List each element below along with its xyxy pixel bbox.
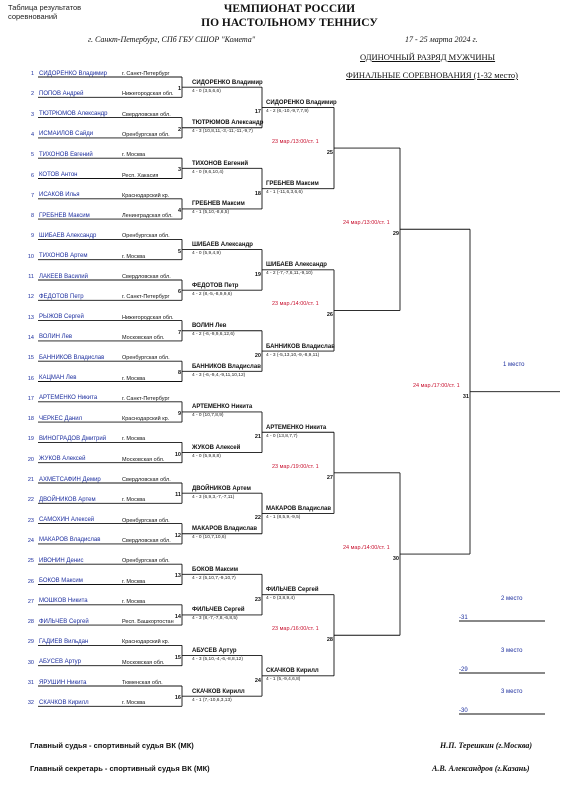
place-3a-label: 3 место: [501, 648, 523, 654]
match-number: 1: [177, 86, 181, 93]
player-name: ШИБАЕВ Александр: [39, 232, 97, 239]
event-name: ОДИНОЧНЫЙ РАЗРЯД МУЖЧИНЫ: [360, 52, 496, 62]
player-region: г. Москва: [122, 375, 146, 382]
match-score: 4 - 0 (10,7,8,9): [192, 413, 224, 419]
title-line-2: ПО НАСТОЛЬНОМУ ТЕННИСУ: [201, 17, 378, 29]
player-region: Свердловская обл.: [122, 537, 171, 544]
player-region: г. Москва: [122, 700, 146, 707]
player-name: БОКОВ Максим: [39, 578, 83, 584]
match-score: 4 - 0 (10,7,10,6): [192, 535, 227, 541]
player-name: ГАДИЕВ Вильдан: [39, 638, 89, 645]
match-score: 4 - 0 (5,9,4,9): [192, 251, 221, 257]
match-schedule: 23 мар./13:00/ст. 1: [272, 139, 319, 146]
winner-name: СИДОРЕНКО Владимир: [192, 79, 263, 86]
match-number: 16: [174, 695, 181, 702]
final-match-number: 31: [462, 393, 469, 400]
match-score: 4 - 0 (13,8,7,7): [266, 433, 298, 439]
judge-name: Н.П. Терешкин (г.Москва): [440, 741, 533, 750]
player-name: ИСАКОВ Илья: [39, 192, 80, 199]
match-number: 24: [254, 677, 261, 684]
seed-number: 27: [27, 598, 34, 605]
match-number: 9: [177, 410, 181, 417]
match-number: 5: [177, 248, 181, 255]
player-region: Нижегородская обл.: [122, 314, 174, 321]
player-region: Респ. Башкортостан: [122, 619, 174, 626]
player-name: МАКАРОВ Владислав: [39, 537, 101, 544]
player-region: Краснодарский кр.: [122, 192, 170, 199]
winner-name: ТИХОНОВ Евгений: [192, 160, 249, 167]
title-line-1: ЧЕМПИОНАТ РОССИИ: [223, 3, 356, 15]
player-name: СИДОРЕНКО Владимир: [39, 70, 107, 77]
seed-number: 26: [27, 578, 34, 585]
seed-number: 24: [27, 537, 34, 544]
match-score: 4 - 2 (-7,-7,6,11,-9,10): [266, 271, 313, 277]
seed-number: 2: [30, 91, 34, 98]
player-region: Московская обл.: [122, 334, 165, 341]
match-number: 12: [174, 532, 181, 539]
seed-number: 3: [30, 111, 34, 118]
player-name: ТИХОНОВ Евгений: [39, 151, 93, 158]
seed-number: 17: [27, 395, 34, 402]
match-number: 30: [392, 556, 399, 563]
seed-number: 15: [27, 355, 34, 362]
player-name: БАННИКОВ Владислав: [39, 354, 105, 361]
player-name: ВИНОГРАДОВ Дмитрий: [39, 435, 107, 442]
place-2-label: 2 место: [501, 596, 523, 602]
match-number: 27: [326, 474, 333, 481]
seed-number: 5: [30, 152, 34, 159]
match-number: 7: [177, 329, 181, 336]
match-score: 4 - 1 (8,5,9,-9,5): [266, 514, 301, 520]
match-score: 4 - 3 (6,9,3,-7,-7,11): [192, 494, 235, 500]
player-region: г. Санкт-Петербург: [122, 71, 170, 77]
player-name: ЧЕРКЕС Данил: [39, 415, 83, 422]
match-number: 28: [326, 637, 333, 644]
player-region: Краснодарский кр.: [122, 416, 170, 423]
winner-name: ГРЕБНЕВ Максим: [192, 201, 245, 208]
dates: 17 - 25 марта 2024 г.: [405, 35, 478, 44]
player-name: РЫЖОВ Сергей: [39, 314, 84, 321]
match-score: 4 - 0 (5,9,8,8): [192, 454, 221, 460]
player-name: ЖУКОВ Алексей: [39, 456, 86, 463]
winner-name: БОКОВ Максим: [192, 566, 239, 573]
player-name: ГРЕБНЕВ Максим: [39, 212, 90, 219]
match-score: 4 - 3 (5,10,-4,-6,-8,8,12): [192, 657, 243, 663]
player-region: Свердловская обл.: [122, 111, 171, 118]
match-number: 2: [177, 126, 181, 133]
match-number: 14: [174, 613, 181, 620]
secretary-name: А.В. Александров (г.Казань): [432, 764, 530, 773]
player-name: ФЕДОТОВ Петр: [39, 293, 84, 300]
match-schedule: 23 мар./16:00/ст. 1: [272, 626, 319, 633]
player-region: Оренбургская обл.: [122, 558, 170, 565]
match-score: 4 - 1 (7,-10,6,3,13): [192, 697, 232, 703]
seed-number: 19: [27, 436, 34, 443]
player-name: ЯРУШИН Никита: [39, 679, 87, 686]
match-number: 22: [254, 515, 261, 522]
seed-number: 6: [30, 172, 34, 179]
player-name: ДВОЙНИКОВ Артем: [39, 496, 96, 503]
match-number: 15: [174, 654, 181, 661]
winner-name: ВОЛИН Лев: [192, 323, 227, 330]
match-number: 20: [254, 353, 261, 360]
match-schedule: 23 мар./19:00/ст. 1: [272, 463, 319, 470]
player-name: ИСМАИЛОВ Сайди: [39, 131, 94, 138]
seed-number: 25: [27, 558, 34, 565]
place-3b-ref: -30: [459, 708, 468, 714]
match-score: 4 - 1 (5,-9,4,6,8): [266, 677, 301, 683]
match-score: 4 - 1 (-11,6,3,6,6): [266, 190, 303, 196]
player-region: г. Москва: [122, 497, 146, 504]
player-name: ПОПОВ Андрей: [39, 90, 84, 97]
player-region: Оренбургская обл.: [122, 355, 170, 362]
match-number: 29: [392, 231, 399, 238]
winner-name: ФЕДОТОВ Петр: [192, 282, 239, 289]
winner-name: АБУСЕВ Артур: [192, 648, 237, 655]
place-2-ref: -31: [459, 615, 468, 621]
winner-name: ГРЕБНЕВ Максим: [266, 181, 319, 188]
match-number: 18: [254, 190, 261, 197]
player-region: Свердловская обл.: [122, 274, 171, 280]
seed-number: 13: [27, 314, 34, 321]
player-name: ВОЛИН Лев: [39, 334, 73, 341]
seed-number: 7: [30, 192, 34, 199]
winner-name: СИДОРЕНКО Владимир: [266, 99, 337, 106]
match-score: 4 - 2 (8,-5,-8,9,9,6): [192, 291, 232, 297]
player-name: ТИХОНОВ Артем: [39, 253, 88, 260]
player-region: Свердловская обл.: [122, 477, 171, 483]
match-number: 11: [175, 492, 181, 499]
winner-name: ЖУКОВ Алексей: [192, 445, 241, 452]
winner-name: БАННИКОВ Владислав: [192, 363, 261, 370]
player-region: Ленинградская обл.: [122, 213, 173, 220]
winner-name: ДВОЙНИКОВ Артем: [192, 485, 251, 492]
player-region: Оренбургская обл.: [122, 131, 170, 138]
match-number: 3: [177, 167, 181, 174]
seed-number: 21: [27, 477, 34, 483]
seed-number: 16: [27, 375, 34, 382]
venue: г. Санкт-Петербург, СПб ГБУ СШОР "Комета": [88, 35, 256, 44]
seed-number: 18: [27, 416, 34, 423]
player-region: г. Москва: [122, 578, 146, 585]
seed-number: 14: [27, 334, 34, 341]
match-number: 6: [177, 289, 181, 296]
player-name: МОШКОВ Никита: [39, 598, 88, 605]
seed-number: 29: [27, 639, 34, 646]
seed-number: 8: [30, 213, 34, 220]
player-name: КОТОВ Антон: [39, 172, 78, 178]
player-region: г. Москва: [122, 152, 146, 159]
match-score: 4 - 2 (6,-10,-9,7,7,9): [266, 108, 309, 114]
seed-number: 23: [27, 517, 34, 524]
place-1-label: 1 место: [503, 361, 525, 368]
match-number: 25: [326, 150, 333, 157]
seed-number: 20: [27, 456, 34, 463]
match-score: 4 - 0 (9,6,10,4): [192, 169, 224, 175]
winner-name: СКАЧКОВ Кирилл: [192, 688, 245, 695]
stage-name: ФИНАЛЬНЫЕ СОРЕВНОВАНИЯ (1-32 место): [346, 70, 519, 80]
seed-number: 10: [27, 253, 34, 260]
winner-name: ТЮТРЮМОВ Александр: [192, 120, 264, 127]
match-score: 4 - 3 (-6,-9,4,-9,11,10,12): [192, 372, 246, 378]
winner-name: БАННИКОВ Владислав: [266, 343, 335, 350]
match-score: 4 - 0 (3,5,6,6): [192, 88, 221, 94]
player-region: г. Санкт-Петербург: [122, 395, 170, 402]
winner-name: ШИБАЕВ Александр: [266, 262, 327, 269]
seed-number: 11: [28, 274, 34, 280]
match-number: 13: [174, 573, 181, 580]
player-region: г. Санкт-Петербург: [122, 294, 170, 301]
player-region: Респ. Хакасия: [122, 172, 159, 179]
match-number: 4: [177, 207, 181, 214]
seed-number: 28: [27, 619, 34, 626]
match-number: 8: [177, 370, 181, 377]
seed-number: 31: [27, 680, 34, 686]
match-score: 4 - 3 (10,8,11,-3,-11,-11,-9,7): [192, 129, 253, 135]
winner-name: ШИБАЕВ Александр: [192, 242, 253, 249]
match-schedule: 24 мар./13:00/ст. 1: [343, 220, 390, 227]
player-name: АХМЕТСАФИН Демир: [39, 476, 101, 483]
player-region: Тюменская обл.: [122, 680, 163, 686]
seed-number: 9: [30, 233, 34, 240]
corner-label: Таблица результатов соревнований: [8, 3, 82, 21]
player-region: г. Москва: [122, 253, 146, 260]
seed-number: 30: [27, 659, 34, 666]
seed-number: 32: [27, 700, 34, 707]
winner-name: АРТЕМЕНКО Никита: [192, 404, 253, 411]
seed-number: 22: [27, 497, 34, 504]
player-name: ИВОНИН Денис: [39, 557, 84, 564]
secretary-role: Главный секретарь - спортивный судья ВК (МК): [30, 764, 210, 773]
player-region: Московская обл.: [122, 456, 165, 463]
match-schedule: 23 мар./14:00/ст. 1: [272, 301, 319, 308]
player-name: АРТЕМЕНКО Никита: [39, 395, 98, 402]
judge-role: Главный судья - спортивный судья ВК (МК): [30, 741, 194, 750]
match-number: 10: [174, 451, 181, 458]
winner-name: МАКАРОВ Владислав: [192, 526, 258, 533]
winner-name: АРТЕМЕНКО Никита: [266, 424, 327, 431]
match-number: 17: [254, 109, 261, 116]
player-name: ЛАКЕЕВ Василий: [39, 273, 89, 280]
seed-number: 12: [27, 294, 34, 301]
match-number: 26: [326, 312, 333, 319]
final-schedule: 24 мар./17:00/ст. 1: [413, 382, 460, 389]
match-number: 19: [254, 271, 261, 278]
player-region: г. Москва: [122, 436, 146, 443]
match-score: 4 - 3 (-5,13,10,-9,-8,9,11): [266, 352, 320, 358]
player-region: Нижегородская обл.: [122, 91, 174, 98]
player-region: Московская обл.: [122, 659, 165, 666]
match-number: 21: [254, 434, 261, 441]
player-region: Оренбургская обл.: [122, 233, 170, 240]
player-name: САМОХИН Алексей: [39, 517, 95, 524]
place-3a-ref: -29: [459, 667, 468, 673]
match-score: 4 - 3 (8,-7,-7,8,-6,8,5): [192, 616, 238, 622]
winner-name: ФИЛЬЧЕВ Сергей: [266, 587, 319, 594]
match-schedule: 24 мар./14:00/ст. 1: [343, 545, 390, 552]
match-score: 4 - 0 (3,8,9,4): [266, 596, 295, 602]
match-score: 4 - 2 (5,10,7,-9,10,7): [192, 575, 236, 581]
player-region: г. Москва: [122, 598, 146, 605]
player-name: ФИЛЬЧЕВ Сергей: [39, 618, 89, 625]
player-name: ТЮТРЮМОВ Александр: [39, 111, 108, 118]
player-region: Оренбургская обл.: [122, 517, 170, 524]
player-name: АБУСЕВ Артур: [39, 659, 81, 666]
place-3b-label: 3 место: [501, 689, 523, 695]
match-score: 4 - 1 (5,10,-8,6,5): [192, 210, 230, 216]
winner-name: СКАЧКОВ Кирилл: [266, 668, 319, 675]
winner-name: ФИЛЬЧЕВ Сергей: [192, 607, 245, 614]
player-region: Краснодарский кр.: [122, 639, 170, 646]
seed-number: 4: [30, 131, 34, 138]
match-number: 23: [254, 596, 261, 603]
match-score: 4 - 2 (-6,-9,9,6,12,6): [192, 332, 235, 338]
seed-number: 1: [30, 71, 34, 77]
winner-name: МАКАРОВ Владислав: [266, 505, 332, 512]
player-name: СКАЧКОВ Кирилл: [39, 699, 89, 706]
player-name: КАЦМАН Лев: [39, 375, 77, 381]
